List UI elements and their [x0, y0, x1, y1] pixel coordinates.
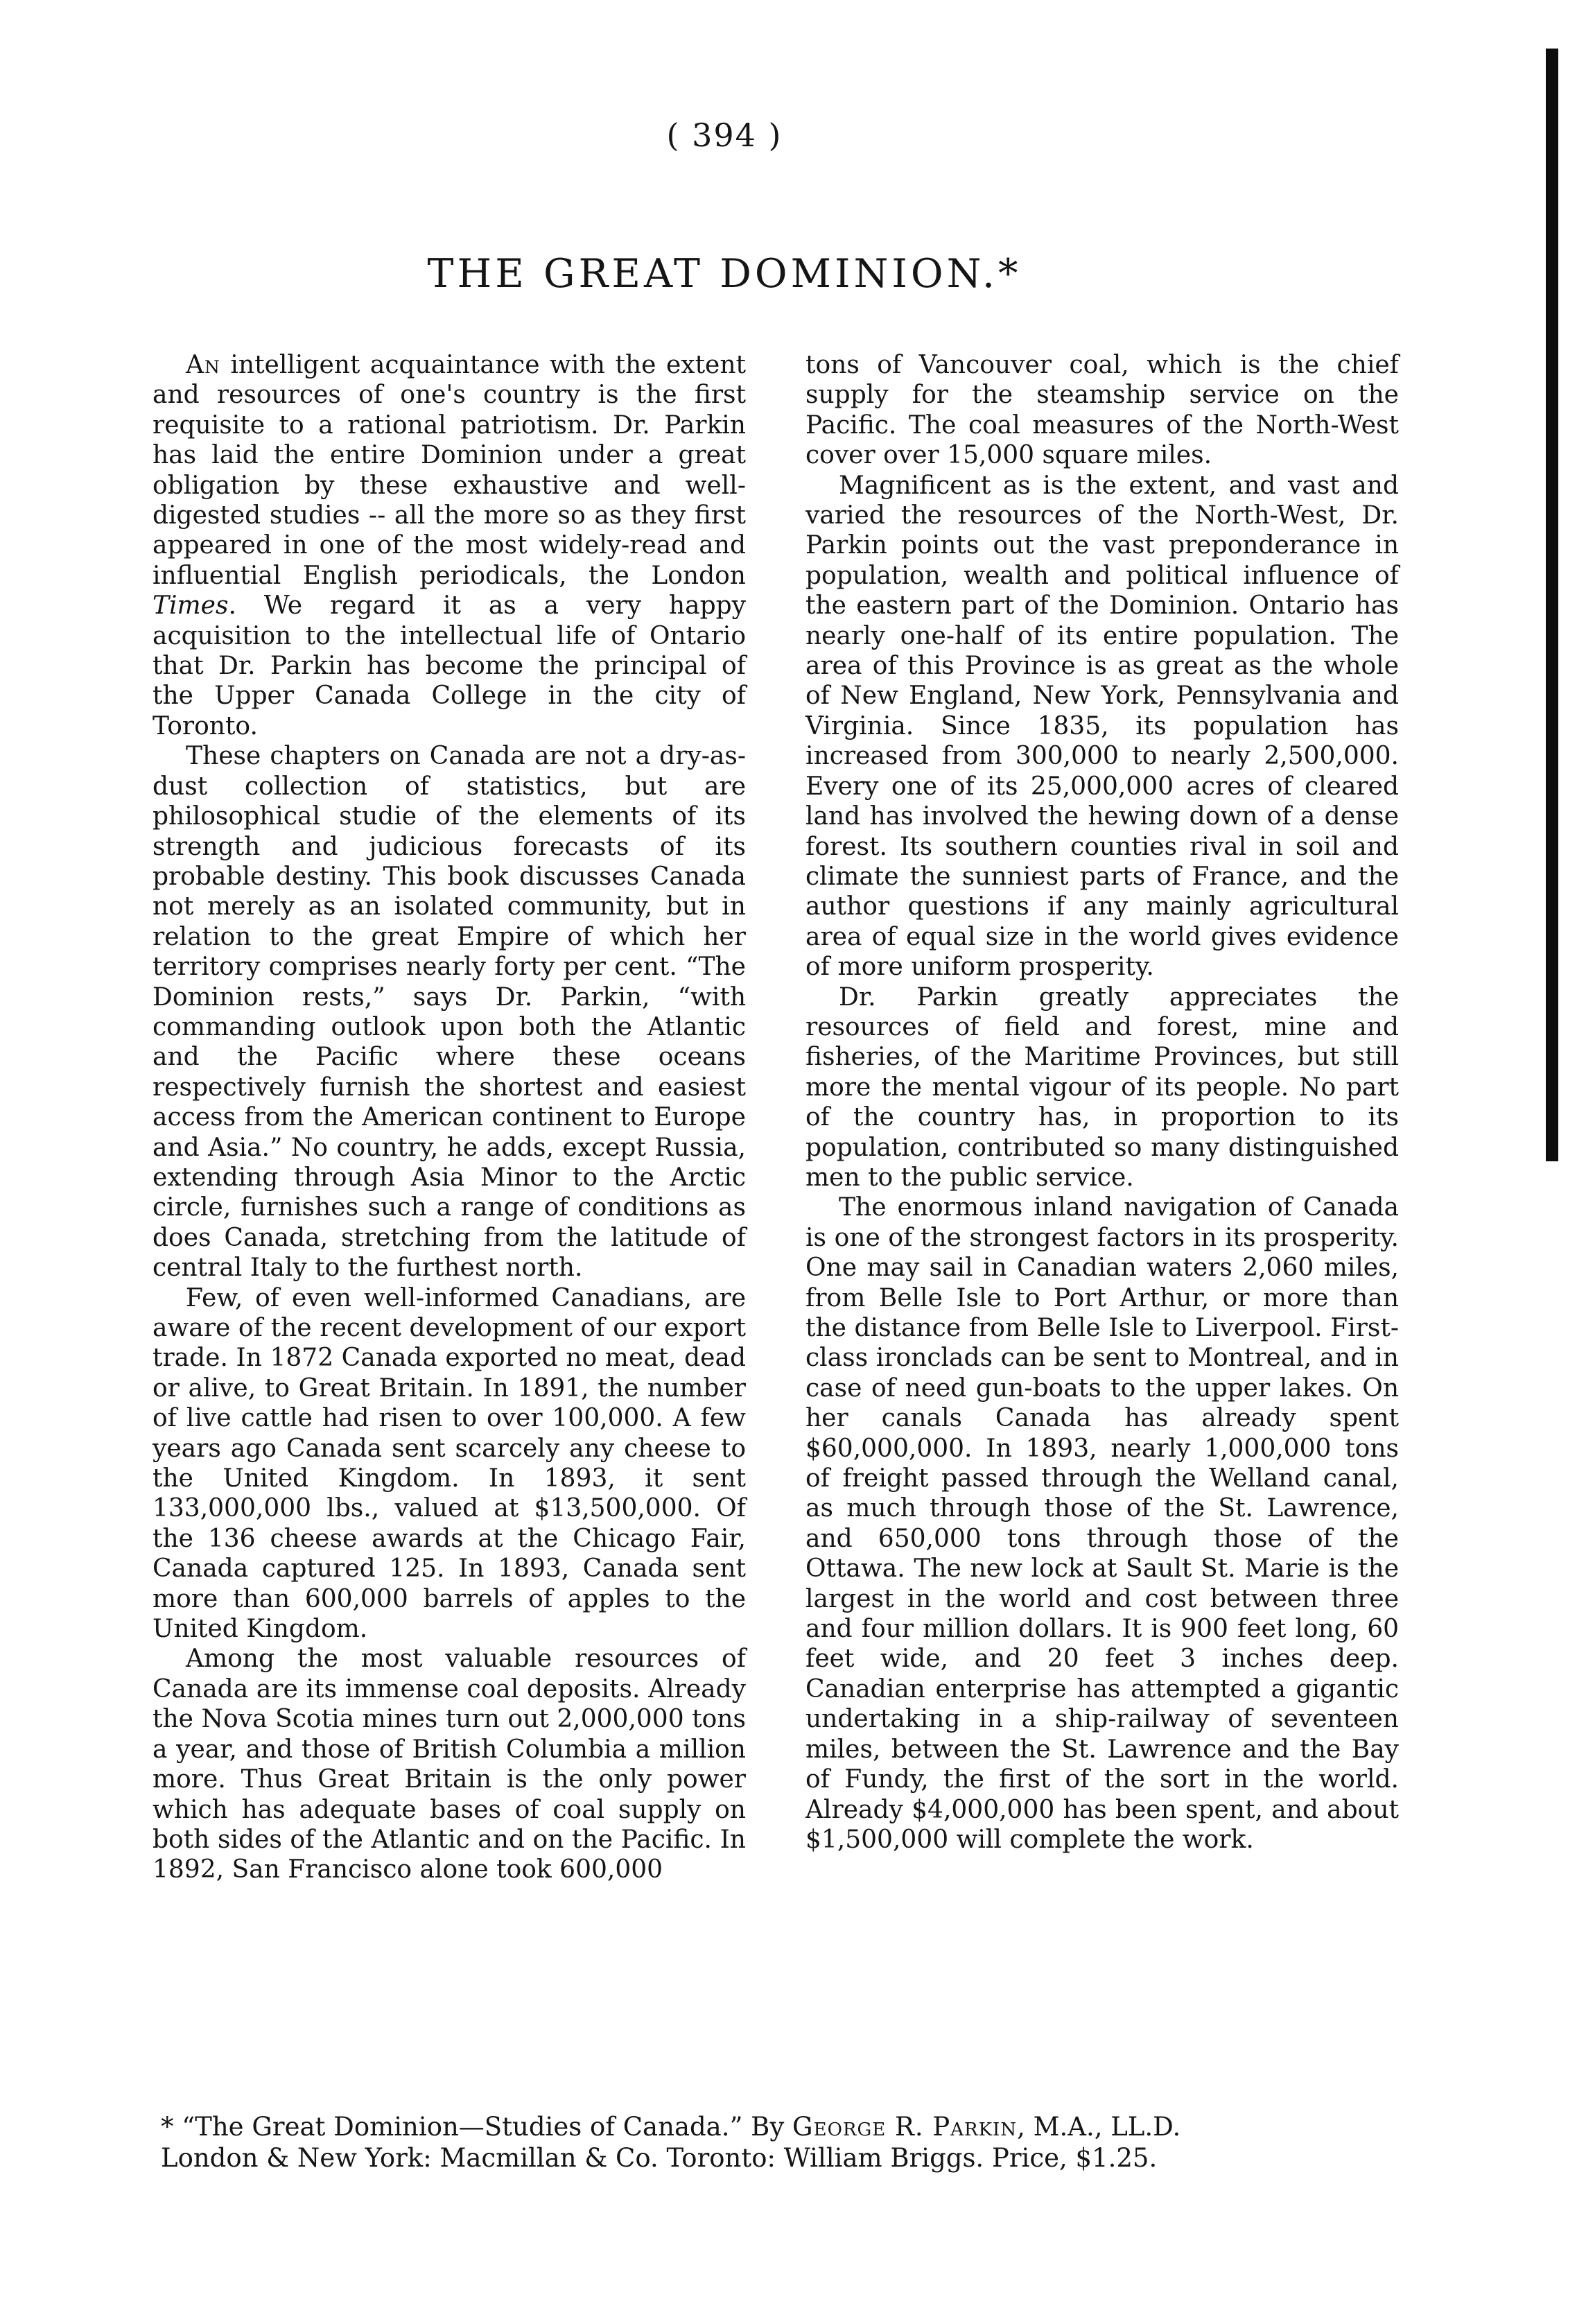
paragraph: The enormous inland navigation of Canada is one of the strongest factors in its prosperity. One may sail in Canadian waters 2,060 miles, from Belle Isle to Port Arthur, or more than the distance from Belle Isle to Liverpool. First-class ironclads can be sent to Montreal, and in case of need gun-boats to the upper lakes. On her canals Canada has already spent $60,000,000. In 1893, nearly 1,000,000 tons of freight passed through the Welland canal, as much through those of the St. Lawrence, and 650,000 tons through those of the Ottawa. The new lock at Sault St. Marie is the largest in the world and cost between three and four million dollars. It is 900 feet long, 60 feet wide, and 20 feet 3 inches deep. Canadian enterprise has attempted a gigantic undertaking in a ship-railway of seventeen miles, between the St. Lawrence and the Bay of Fundy, the first of the sort in the world. Already $4,000,000 has been spent, and about $1,500,000 will complete the work. — [805, 1193, 1399, 1854]
footnote-citation: * “The Great Dominion—Studies of Canada.” By — [161, 2112, 793, 2142]
paragraph: Among the most valuable resources of Canada are its immense coal deposits. Already the Nova Scotia mines turn out 2,000,000 tons a year, and those of British Columbia a million more. Thus Great Britain is the only power which has adequate bases of coal supply on both sides of the Atlantic and on the Pacific. In 1892, San Francisco alone took 600,000 — [153, 1645, 746, 1884]
right-column — [805, 350, 1399, 1855]
paragraph: Magnificent as is the extent, and vast and varied the resources of the North-West, Dr. Parkin points out the vast preponderance in population, wealth and political influence of the eastern part of the Dominion. Ontario has nearly one-half of its entire population. The area of this Province is as great as the whole of New England, New York, Pennsylvania and Virginia. Since 1835, its population has increased from 300,000 to nearly 2,500,000. Every one of its 25,000,000 acres of cleared land has involved the hewing down of a dense forest. Its southern counties rival in soil and climate the sunniest parts of France, and the author questions if any mainly agricultural area of equal size in the world gives evidence of more uniform prosperity. — [805, 471, 1399, 982]
paragraph-text: . We regard it as a very happy acquisition to the intellectual life of Ontario that Dr. Parkin has become the principal of the Upper Canada College in the city of Toronto. — [153, 591, 746, 740]
footnote-author: George R. Parkin — [792, 2112, 1018, 2142]
paragraph: Few, of even well-informed Canadians, are aware of the recent development of our export trade. In 1872 Canada exported no meat, dead or alive, to Great Britain. In 1891, the number of live cattle had risen to over 100,000. A few years ago Canada sent scarcely any cheese to the United Kingdom. In 1893, it sent 133,000,000 lbs., valued at $13,500,000. Of the 136 cheese awards at the Chicago Fair, Canada captured 125. In 1893, Canada sent more than 600,000 barrels of apples to the United Kingdom. — [153, 1283, 746, 1644]
paragraph — [153, 350, 746, 741]
footnote-line-2: London & New York: Macmillan & Co. Toronto: William Briggs. Price, $1.25. — [161, 2143, 1158, 2173]
paragraph-continued: tons of Vancouver coal, which is the chief supply for the steamship service on the Pacific. The coal measures of the North-West cover over 15,000 square miles. — [805, 351, 1399, 470]
paragraph: These chapters on Canada are not a dry-as-dust collection of statistics, but are philosophical studie of the elements of its strength and judicious forecasts of its probable destiny. This book discusses Canada not merely as an isolated community, but in relation to the great Empire of which her territory comprises nearly forty per cent. “The Dominion rests,” says Dr. Parkin, “with commanding outlook upon both the Atlantic and the Pacific where these oceans respectively furnish the shortest and easiest access from the American continent to Europe and Asia.” No country, he adds, except Russia, extending through Asia Minor to the Arctic circle, furnishes such a range of conditions as does Canada, stretching from the latitude of central Italy to the furthest north. — [153, 742, 746, 1283]
footnote — [161, 2111, 1450, 2174]
first-word: An — [186, 351, 220, 379]
page-title: THE GREAT DOMINION.* — [427, 251, 1022, 297]
paragraph-text: intelligent acquaintance with the extent and resources of one's country is the first requisite to a rational patriotism. Dr. Parkin has laid the entire Dominion under a great obligation by these exhaustive and well-digested studies -- all the more so as they first appeared in one of the most widely-read and influential English periodicals, the London — [153, 351, 746, 590]
paragraph: Dr. Parkin greatly appreciates the resources of field and forest, mine and fisheries, of the Maritime Provinces, but still more the mental vigour of its people. No part of the country has, in proportion to its population, contributed so many distinguished men to the public service. — [805, 982, 1399, 1192]
page-edge-bar — [1546, 49, 1558, 1161]
footnote-credentials: , M.A., LL.D. — [1017, 2112, 1181, 2142]
left-column — [153, 350, 746, 1885]
footnote-line-1 — [161, 2111, 1450, 2142]
page-number: ( 394 ) — [666, 116, 783, 154]
emphasis-times: Times — [153, 591, 229, 621]
